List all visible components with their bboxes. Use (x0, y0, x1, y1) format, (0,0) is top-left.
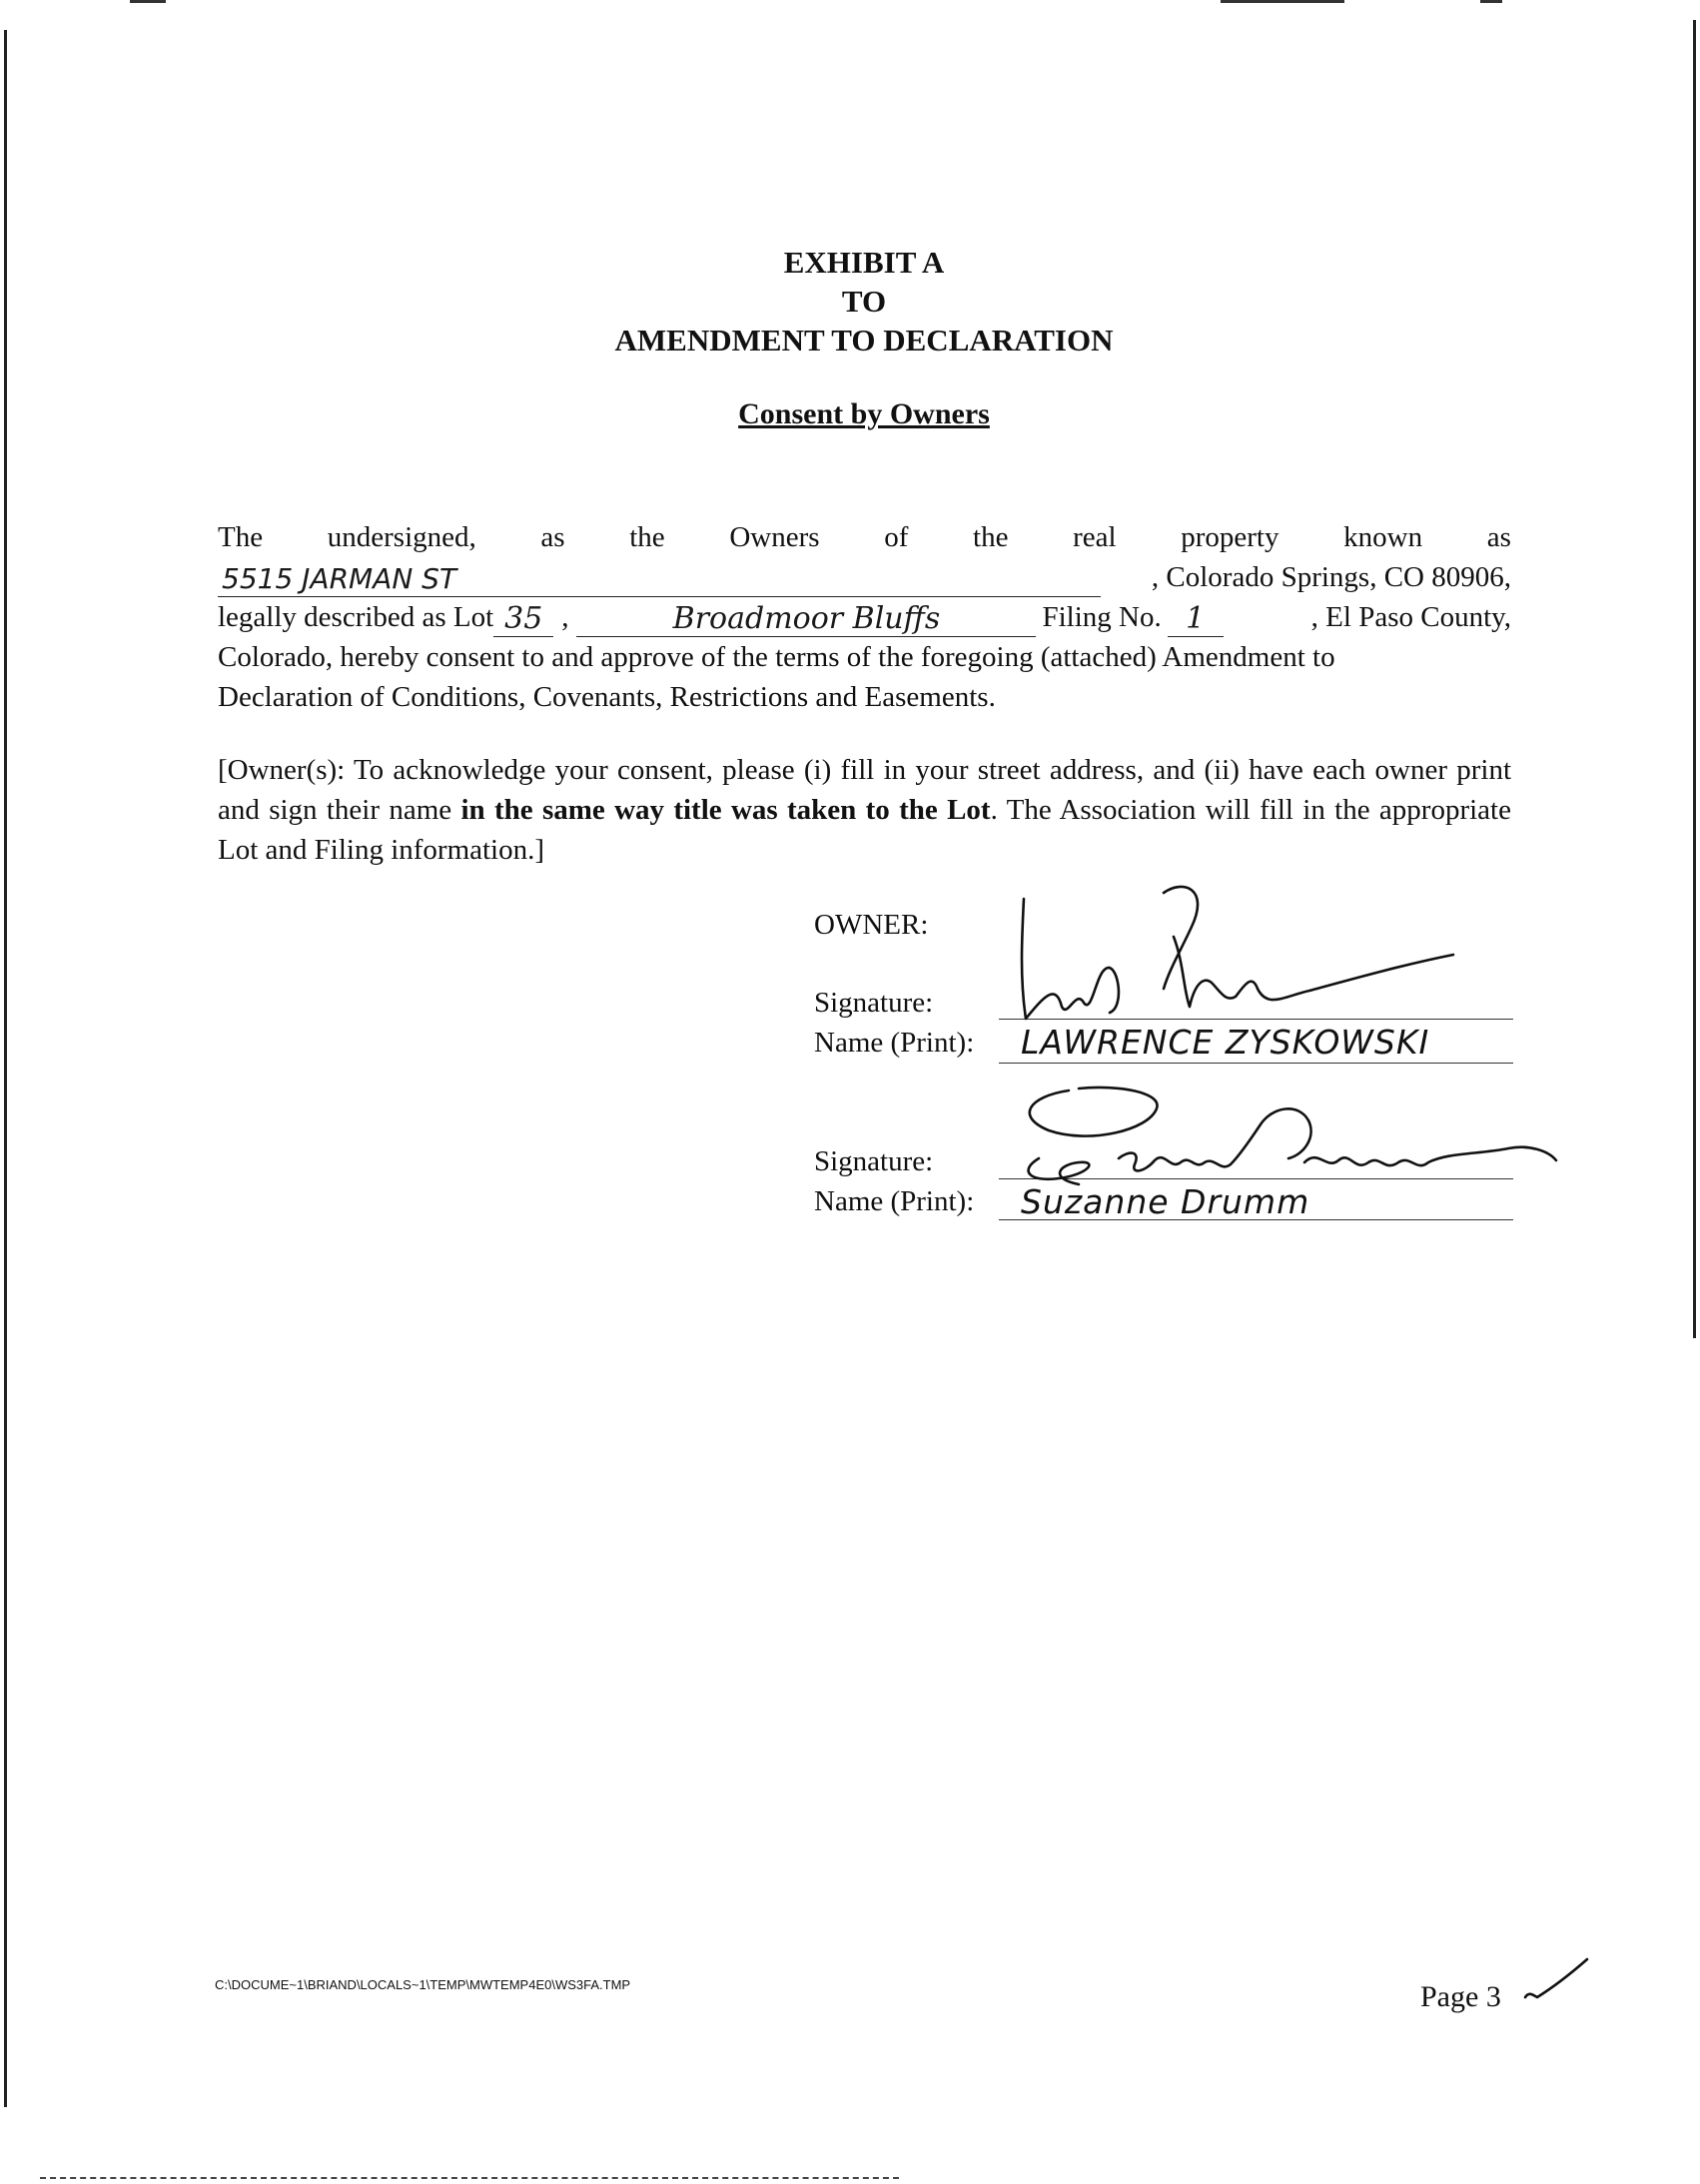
county-text: , El Paso County, (1310, 601, 1511, 633)
exhibit-title: EXHIBIT A (783, 245, 945, 280)
footer-file-path: C:\DOCUME~1\BRIAND\LOCALS~1\TEMP\MWTEMP4E0\WS3FA.TMP (215, 1977, 631, 1992)
owner1-signature (1014, 879, 1473, 1029)
instructions-paragraph (218, 750, 1511, 870)
signature-label-1: Signature: (814, 987, 934, 1019)
consent-word: The (218, 521, 264, 553)
scan-top-mark (1221, 0, 1344, 3)
scan-right-edge (1693, 20, 1696, 1338)
checkmark-icon (1523, 1957, 1593, 2007)
exhibit-to: TO (841, 284, 887, 319)
filing-label: Filing No. (1042, 601, 1162, 633)
legal-description-label: legally described as Lot (218, 601, 494, 633)
page-number: Page 3 (1420, 1980, 1501, 2013)
subdivision-field[interactable]: Broadmoor Bluffs (576, 602, 1036, 637)
consent-word: as (1486, 521, 1511, 553)
owner-label: OWNER: (814, 909, 929, 941)
consent-word: real (1073, 521, 1117, 553)
city-state-zip: , Colorado Springs, CO 80906, (1151, 561, 1511, 593)
lot-number-field[interactable]: 35 (493, 602, 553, 637)
instructions-text-1: [Owner(s): To acknowledge your consent, please (i) fill in your street address, and (ii) have each owner print and sign their name (218, 754, 1511, 826)
consent-word: Owners (729, 521, 820, 553)
owner1-printed-name: LAWRENCE ZYSKOWSKI (1021, 1023, 1430, 1062)
signature-label-2: Signature: (814, 1145, 934, 1177)
consent-word: the (973, 521, 1009, 553)
consent-line-4: Colorado, hereby consent to and approve of the terms of the foregoing (attached) Amendment to (218, 641, 1335, 673)
consent-word: undersigned, (327, 521, 476, 553)
instructions-text-2: . The Association will fill in the appropriate Lot and Filing information.] (218, 794, 1511, 866)
consent-heading: Consent by Owners (738, 397, 990, 430)
consent-paragraph (218, 517, 1511, 717)
lot-separator: , (561, 601, 569, 633)
scan-top-mark (1480, 0, 1502, 3)
instructions-emphasis: in the same way title was taken to the Lot (460, 794, 991, 826)
consent-word: as (540, 521, 565, 553)
owner2-printed-name: Suzanne Drumm (1021, 1182, 1310, 1221)
consent-word: property (1181, 521, 1279, 553)
scan-top-mark (130, 0, 166, 3)
owner2-signature (1009, 1079, 1568, 1198)
name-line-1[interactable] (999, 1063, 1513, 1064)
name-label-1: Name (Print): (814, 1027, 975, 1059)
consent-line-1 (218, 517, 1511, 557)
consent-line-5: Declaration of Conditions, Covenants, Restrictions and Easements. (218, 681, 996, 713)
name-label-2: Name (Print): (814, 1185, 975, 1217)
scan-bottom-edge (40, 2177, 899, 2179)
street-address-field[interactable]: 5515 JARMAN ST (218, 562, 1101, 597)
consent-word: the (629, 521, 665, 553)
exhibit-subtitle: AMENDMENT TO DECLARATION (614, 323, 1114, 358)
consent-word: of (884, 521, 909, 553)
consent-word: known (1343, 521, 1423, 553)
consent-line-3 (218, 597, 1511, 637)
consent-line-2 (218, 557, 1511, 597)
filing-number-field[interactable]: 1 (1168, 602, 1224, 637)
